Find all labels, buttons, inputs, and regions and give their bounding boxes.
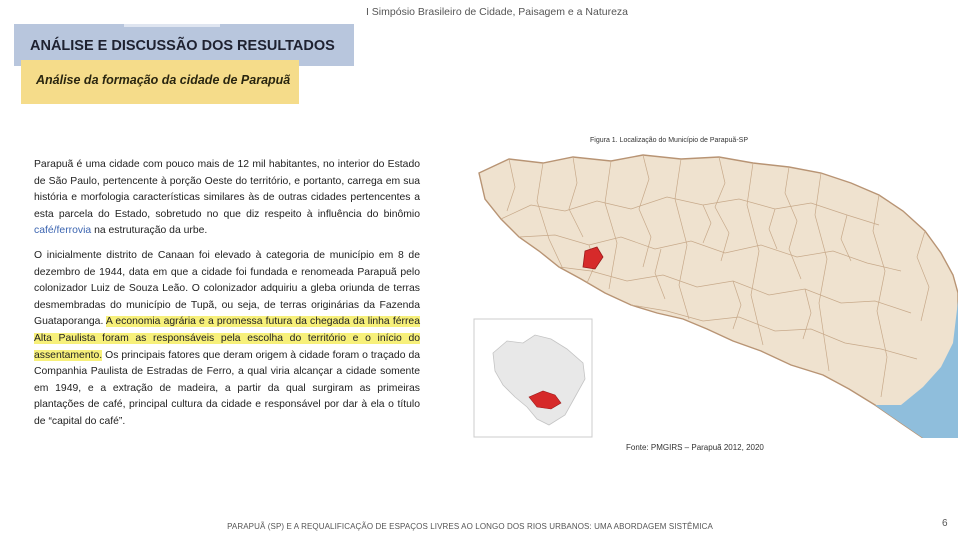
paragraph-1: [34, 157, 420, 240]
paragraph-1-text-end: na estruturação da urbe.: [91, 225, 208, 237]
event-title: I Simpósio Brasileiro de Cidade, Paisagem e a Natureza: [365, 6, 629, 18]
figure-caption: Figura 1. Localização do Município de Parapuã-SP: [590, 137, 748, 144]
section-title: ANÁLISE E DISCUSSÃO DOS RESULTADOS: [30, 38, 335, 54]
subsection-banner: [21, 60, 299, 104]
sao-paulo-map-svg: [471, 153, 958, 438]
highlighted-text: A economia agrária e a promessa futura da chegada da linha férrea Alta Paulista foram as responsáveis pela escolha do território e o início do assentamento.: [34, 316, 420, 361]
paragraph-1-text: Parapuã é uma cidade com pouco mais de 12 mil habitantes, no interior do Estado de São Paulo, pertencente à porção Oeste do território, e portanto, carrega em sua história e morfologia características similares às de outras cidades pertencentes a esta parcela do Estado, sobretudo no que diz respeito à influência do binômio: [34, 159, 420, 220]
cafe-ferrovia-link[interactable]: café/ferrovia: [34, 225, 92, 237]
paragraph-2-text: O inicialmente distrito de Canaan foi elevado à categoria de município em 8 de dezembro de 1944, data em que a cidade foi fundada e renomeada Parapuã pelo colonizador Luiz de Souza Leão. O colonizador adquiriu a gleba oriunda de terras desmembradas do município de Tupã, ou seja, de terras originárias da Fazenda Guataporanga.: [34, 249, 420, 328]
location-map: [471, 153, 958, 438]
paragraph-2-text-end: Os principais fatores que deram origem à cidade foram o traçado da Companhia Paulista de Estradas de Ferro, a qual viria alcançar a cidade somente em 1949, e a extração de madeira, a partir da qual surgiram as primeiras plantações de café, principal cultura da cidade e responsável por dar à ela o título de “capital do café”.: [34, 349, 420, 427]
footer-text: PARAPUÃ (SP) E A REQUALIFICAÇÃO DE ESPAÇOS LIVRES AO LONGO DOS RIOS URBANOS: UMA ABORDAGEM SISTÊMICA: [227, 522, 713, 531]
page-number: 6: [942, 518, 948, 529]
subsection-title: Análise da formação da cidade de Parapuã: [36, 73, 291, 87]
body-text: [34, 157, 420, 439]
paragraph-2: [34, 248, 420, 431]
figure-source: Fonte: PMGIRS – Parapuã 2012, 2020: [626, 443, 764, 452]
brazil-inset: [474, 319, 592, 437]
